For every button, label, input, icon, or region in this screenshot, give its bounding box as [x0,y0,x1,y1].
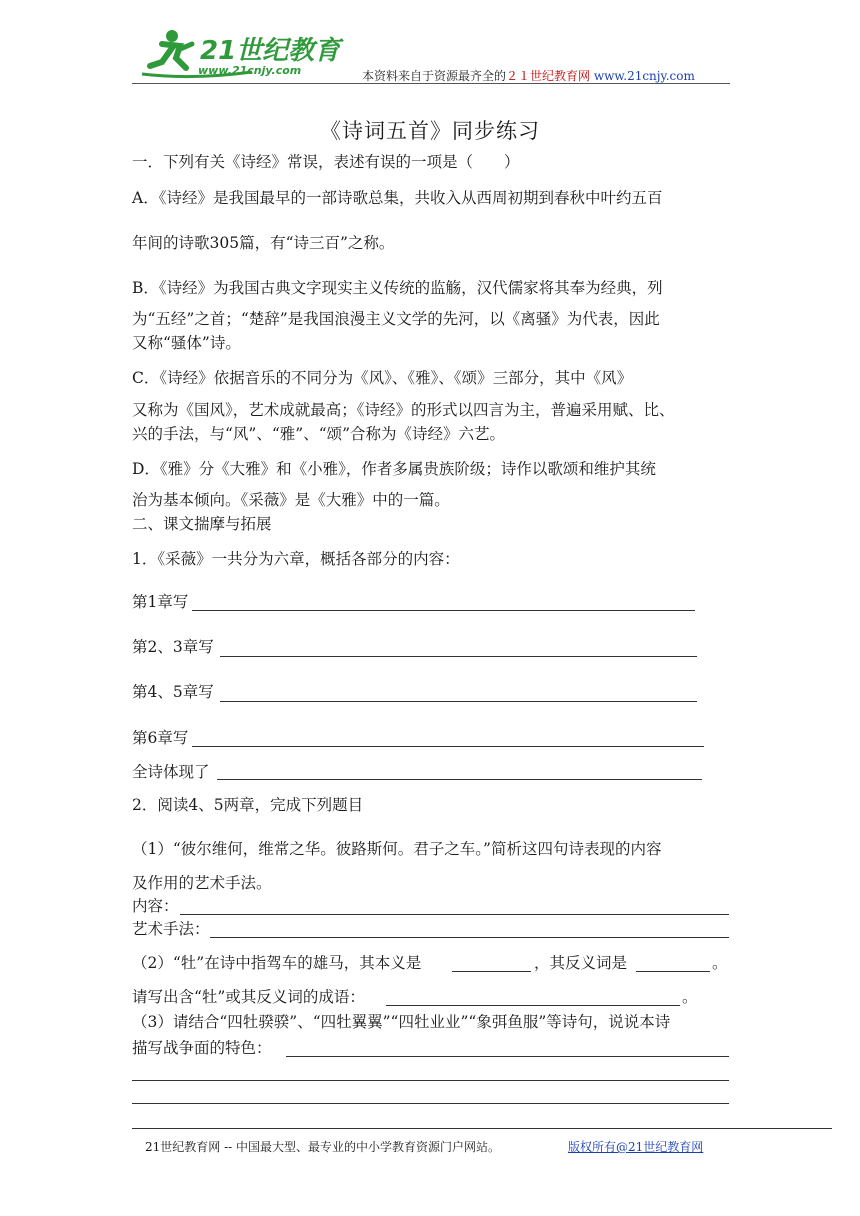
chapter-2-3-label: 第2、3章写 [132,638,214,656]
chapter-2-3-answer-line[interactable] [220,656,697,657]
option-a-line2: 年间的诗歌305篇，有“诗三百”之称。 [132,234,395,252]
option-d-line1: D．《雅》分《大雅》和《小雅》，作者多属贵族阶级；诗作以歌颂和维护其统 [132,460,656,478]
footer-copyright-link[interactable]: 版权所有@21世纪教育网 [568,1140,704,1154]
question-1: 1．《采薇》一共分为六章，概括各部分的内容： [132,550,460,568]
option-c-line3: 兴的手法，与“风”、“雅”、“颂”合称为《诗经》六艺。 [132,425,506,443]
section1-heading: 一．下列有关《诗经》常误，表述有误的一项是（ ） [132,153,520,171]
chapter-1-label: 第1章写 [132,593,189,611]
theme-label: 全诗体现了 [132,763,210,781]
theme-answer-line[interactable] [217,779,702,780]
antonym-blank[interactable] [636,971,710,972]
idiom-prompt-end: 。 [682,988,698,1006]
option-b-line2: 为“五经”之首；“楚辞”是我国浪漫主义文学的先河，以《离骚》为代表，因此 [132,310,660,328]
header-site-name[interactable]: ２１世纪教育网 [506,69,591,83]
header-divider [132,83,730,84]
footer-divider [132,1128,832,1129]
question-2-2-part-c: 。 [712,954,728,972]
header-note [362,67,695,84]
question-2-3-line2: 描写战争面的特色： [132,1039,272,1057]
original-meaning-blank[interactable] [452,971,531,972]
option-b-line3: 又称“骚体”诗。 [132,334,241,352]
war-scene-answer-line-1[interactable] [286,1056,729,1057]
chapter-4-5-label: 第4、5章写 [132,683,214,701]
option-a-line1: A．《诗经》是我国最早的一部诗歌总集，共收入从西周初期到春秋中叶约五百 [132,189,663,207]
chapter-4-5-answer-line[interactable] [220,701,697,702]
question-2: 2．阅读4、5两章，完成下列题目 [132,796,364,814]
section2-heading: 二、课文揣摩与拓展 [132,515,272,533]
site-logo [132,22,342,82]
footer-tagline: 21世纪教育网 -- 中国最大型、最专业的中小学教育资源门户网站。 [145,1140,501,1154]
option-b-line1: B．《诗经》为我国古典文字现实主义传统的监觞，汉代儒家将其奉为经典，列 [132,279,663,297]
idiom-prompt: 请写出含“牡”或其反义词的成语： [132,988,365,1006]
question-2-1-line1: （1）“彼尔维何，维常之华。彼路斯何。君子之车。”简析这四句诗表现的内容 [132,840,662,858]
question-2-2-part-b: ，其反义词是 [534,954,628,972]
chapter-6-label: 第6章写 [132,729,189,747]
chapter-1-answer-line[interactable] [192,610,695,611]
page-title: 《诗词五首》同步练习 [320,119,540,143]
option-c-line1: C．《诗经》依据音乐的不同分为《风》、《雅》、《颂》三部分，其中《风》 [132,369,633,387]
question-2-2-part-a: （2）“牡”在诗中指驾车的雄马，其本义是 [132,954,422,972]
logo-text: 21世纪教育 [200,36,341,66]
question-2-3-line1: （3）请结合“四牡骙骙”、“四牡翼翼”“四牡业业”“象弭鱼服”等诗句，说说本诗 [132,1013,671,1031]
content-answer-line[interactable] [180,914,729,915]
question-2-1-line2: 及作用的艺术手法。 [132,874,272,892]
option-c-line2: 又称为《国风》，艺术成就最高；《诗经》的形式以四言为主，普遍采用赋、比、 [132,401,675,419]
idiom-answer-line[interactable] [386,1005,680,1006]
chapter-6-answer-line[interactable] [192,746,704,747]
header-note-prefix: 本资料来自于资源最齐全的 [362,69,507,83]
logo-url: www.21cnjy.com [198,64,302,77]
technique-label: 艺术手法： [132,920,210,938]
war-scene-answer-line-2[interactable] [132,1080,729,1081]
option-d-line2: 治为基本倾向。《采薇》是《大雅》中的一篇。 [132,491,450,509]
technique-answer-line[interactable] [210,937,729,938]
content-label: 内容： [132,897,179,915]
header-site-url[interactable]: www.21cnjy.com [593,69,695,83]
war-scene-answer-line-3[interactable] [132,1103,729,1104]
